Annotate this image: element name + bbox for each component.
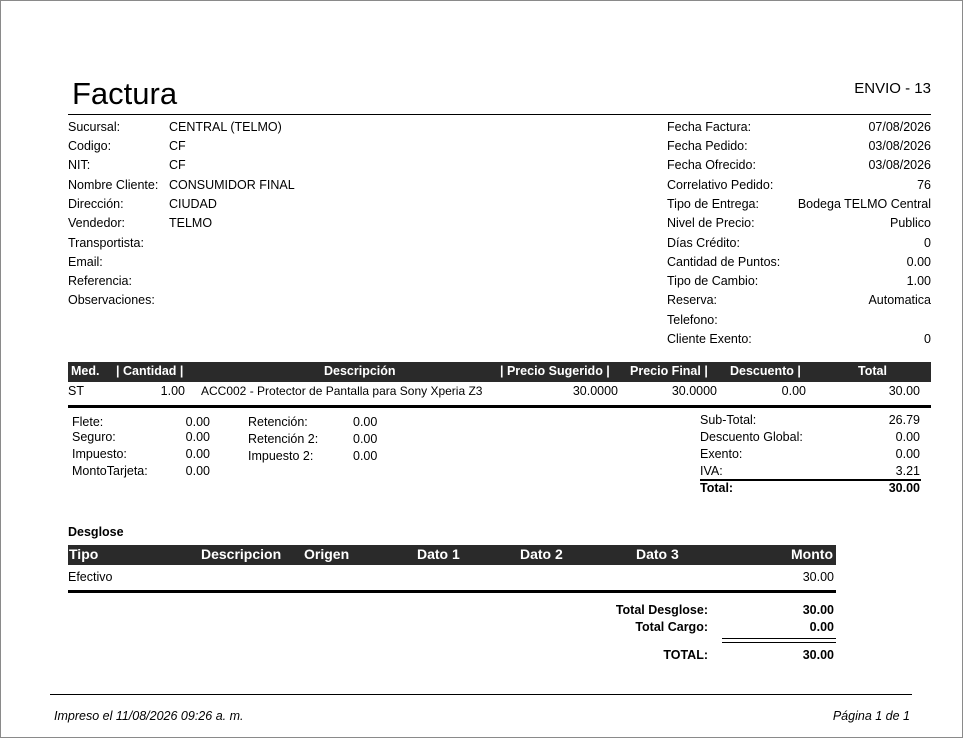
right-info-value: 0.00: [906, 255, 931, 269]
page-number: Página 1 de 1: [832, 709, 910, 723]
col-dato2: Dato 2: [520, 546, 563, 562]
charge-value: 0.00: [353, 432, 378, 446]
desglose-total-value: 30.00: [802, 603, 834, 617]
left-info-label: NIT:: [68, 158, 91, 172]
right-info-value: 1.00: [906, 274, 931, 288]
summary-value: 3.21: [895, 464, 920, 478]
right-info-label: Fecha Ofrecido:: [667, 158, 756, 172]
cell-precio-sugerido: 30.0000: [572, 384, 618, 398]
grand-total-rule-1: [722, 638, 836, 639]
left-info-label: Dirección:: [68, 197, 124, 211]
right-info-value: Bodega TELMO Central: [797, 197, 931, 211]
charge-value: 0.00: [185, 464, 210, 478]
cell-descripcion: ACC002 - Protector de Pantalla para Sony Xperia Z3: [201, 384, 483, 398]
footer-rule: [50, 694, 912, 695]
right-info-label: Correlativo Pedido:: [667, 178, 774, 192]
summary-total-value: 30.00: [888, 481, 920, 495]
charge-value: 0.00: [185, 430, 210, 444]
left-info-label: Referencia:: [68, 274, 132, 288]
desglose-title: Desglose: [68, 525, 124, 539]
desglose-bottom-rule: [68, 590, 836, 593]
col-dato1: Dato 1: [417, 546, 460, 562]
left-info-label: Transportista:: [68, 236, 144, 250]
cell-cantidad: 1.00: [160, 384, 185, 398]
col-precio-final: Precio Final |: [630, 364, 708, 378]
right-info-label: Cliente Exento:: [667, 332, 752, 346]
printed-timestamp: Impreso el 11/08/2026 09:26 a. m.: [54, 709, 244, 723]
summary-value: 26.79: [888, 413, 920, 427]
cell-total: 30.00: [888, 384, 920, 398]
right-info-value: 07/08/2026: [868, 120, 931, 134]
right-info-label: Cantidad de Puntos:: [667, 255, 781, 269]
page-title: Factura: [72, 76, 178, 111]
right-info-value: 0: [924, 332, 931, 346]
items-table-bottom-rule: [68, 405, 931, 408]
grand-total-label: TOTAL:: [663, 648, 708, 662]
cell-precio-final: 30.0000: [671, 384, 717, 398]
left-info-label: Codigo:: [68, 139, 112, 153]
left-info-label: Vendedor:: [68, 216, 125, 230]
left-info-value: CONSUMIDOR FINAL: [169, 178, 295, 192]
right-info-label: Tipo de Entrega:: [667, 197, 759, 211]
cell-med: ST: [68, 384, 84, 398]
right-info-label: Fecha Factura:: [667, 120, 752, 134]
header-rule: [68, 114, 931, 115]
col-descripcion: Descripcion: [201, 546, 282, 562]
desglose-cargo-value: 0.00: [809, 620, 834, 634]
charge-label: Retención 2:: [248, 432, 319, 446]
summary-label: Sub-Total:: [700, 413, 757, 427]
right-info-value: Publico: [890, 216, 931, 230]
desglose-table-header: [68, 545, 836, 565]
summary-value: 0.00: [895, 430, 920, 444]
charge-label: Impuesto 2:: [248, 449, 314, 463]
right-info-value: 76: [917, 178, 931, 192]
left-info-value: TELMO: [169, 216, 213, 230]
desglose-total-label: Total Desglose:: [615, 603, 708, 617]
left-info-label: Email:: [68, 255, 103, 269]
right-info-label: Telefono:: [667, 313, 718, 327]
document-id: ENVIO - 13: [854, 80, 931, 97]
right-info-label: Nivel de Precio:: [667, 216, 755, 230]
right-info-value: 0: [924, 236, 931, 250]
cell-descuento: 0.00: [781, 384, 806, 398]
charge-value: 0.00: [185, 447, 210, 461]
col-med: Med.: [71, 364, 100, 378]
col-descripcion: Descripción: [324, 364, 396, 378]
col-tipo: Tipo: [69, 546, 99, 562]
summary-label: Descuento Global:: [700, 430, 803, 444]
left-info-label: Nombre Cliente:: [68, 178, 159, 192]
summary-total-label: Total:: [700, 481, 734, 495]
col-cantidad: | Cantidad |: [116, 364, 184, 378]
left-info-label: Sucursal:: [68, 120, 121, 134]
charge-value: 0.00: [353, 415, 378, 429]
cell-tipo: Efectivo: [68, 570, 113, 584]
right-info-label: Reserva:: [667, 293, 718, 307]
right-info-value: Automatica: [868, 293, 931, 307]
summary-value: 0.00: [895, 447, 920, 461]
left-info-value: CIUDAD: [169, 197, 217, 211]
items-table-header: [68, 362, 931, 382]
left-info-value: CENTRAL (TELMO): [169, 120, 282, 134]
summary-label: IVA:: [700, 464, 723, 478]
charge-label: Flete:: [72, 415, 104, 429]
right-info-label: Días Crédito:: [667, 236, 740, 250]
col-dato3: Dato 3: [636, 546, 679, 562]
left-info-label: Observaciones:: [68, 293, 155, 307]
charge-label: Retención:: [248, 415, 308, 429]
col-origen: Origen: [304, 546, 350, 562]
right-info-label: Fecha Pedido:: [667, 139, 748, 153]
left-info-value: CF: [169, 139, 186, 153]
charge-label: Seguro:: [72, 430, 116, 444]
col-precio-sugerido: | Precio Sugerido |: [500, 364, 610, 378]
left-info-value: CF: [169, 158, 186, 172]
desglose-cargo-label: Total Cargo:: [635, 620, 708, 634]
col-descuento: Descuento |: [730, 364, 801, 378]
grand-total-value: 30.00: [802, 648, 834, 662]
right-info-label: Tipo de Cambio:: [667, 274, 759, 288]
summary-label: Exento:: [700, 447, 743, 461]
right-info-value: 03/08/2026: [868, 158, 931, 172]
col-total: Total: [858, 364, 887, 378]
charge-value: 0.00: [185, 415, 210, 429]
col-monto: Monto: [791, 546, 833, 562]
right-info-value: 03/08/2026: [868, 139, 931, 153]
cell-monto: 30.00: [802, 570, 834, 584]
charge-value: 0.00: [353, 449, 378, 463]
charge-label: MontoTarjeta:: [72, 464, 148, 478]
charge-label: Impuesto:: [72, 447, 127, 461]
grand-total-rule-2: [722, 642, 836, 643]
